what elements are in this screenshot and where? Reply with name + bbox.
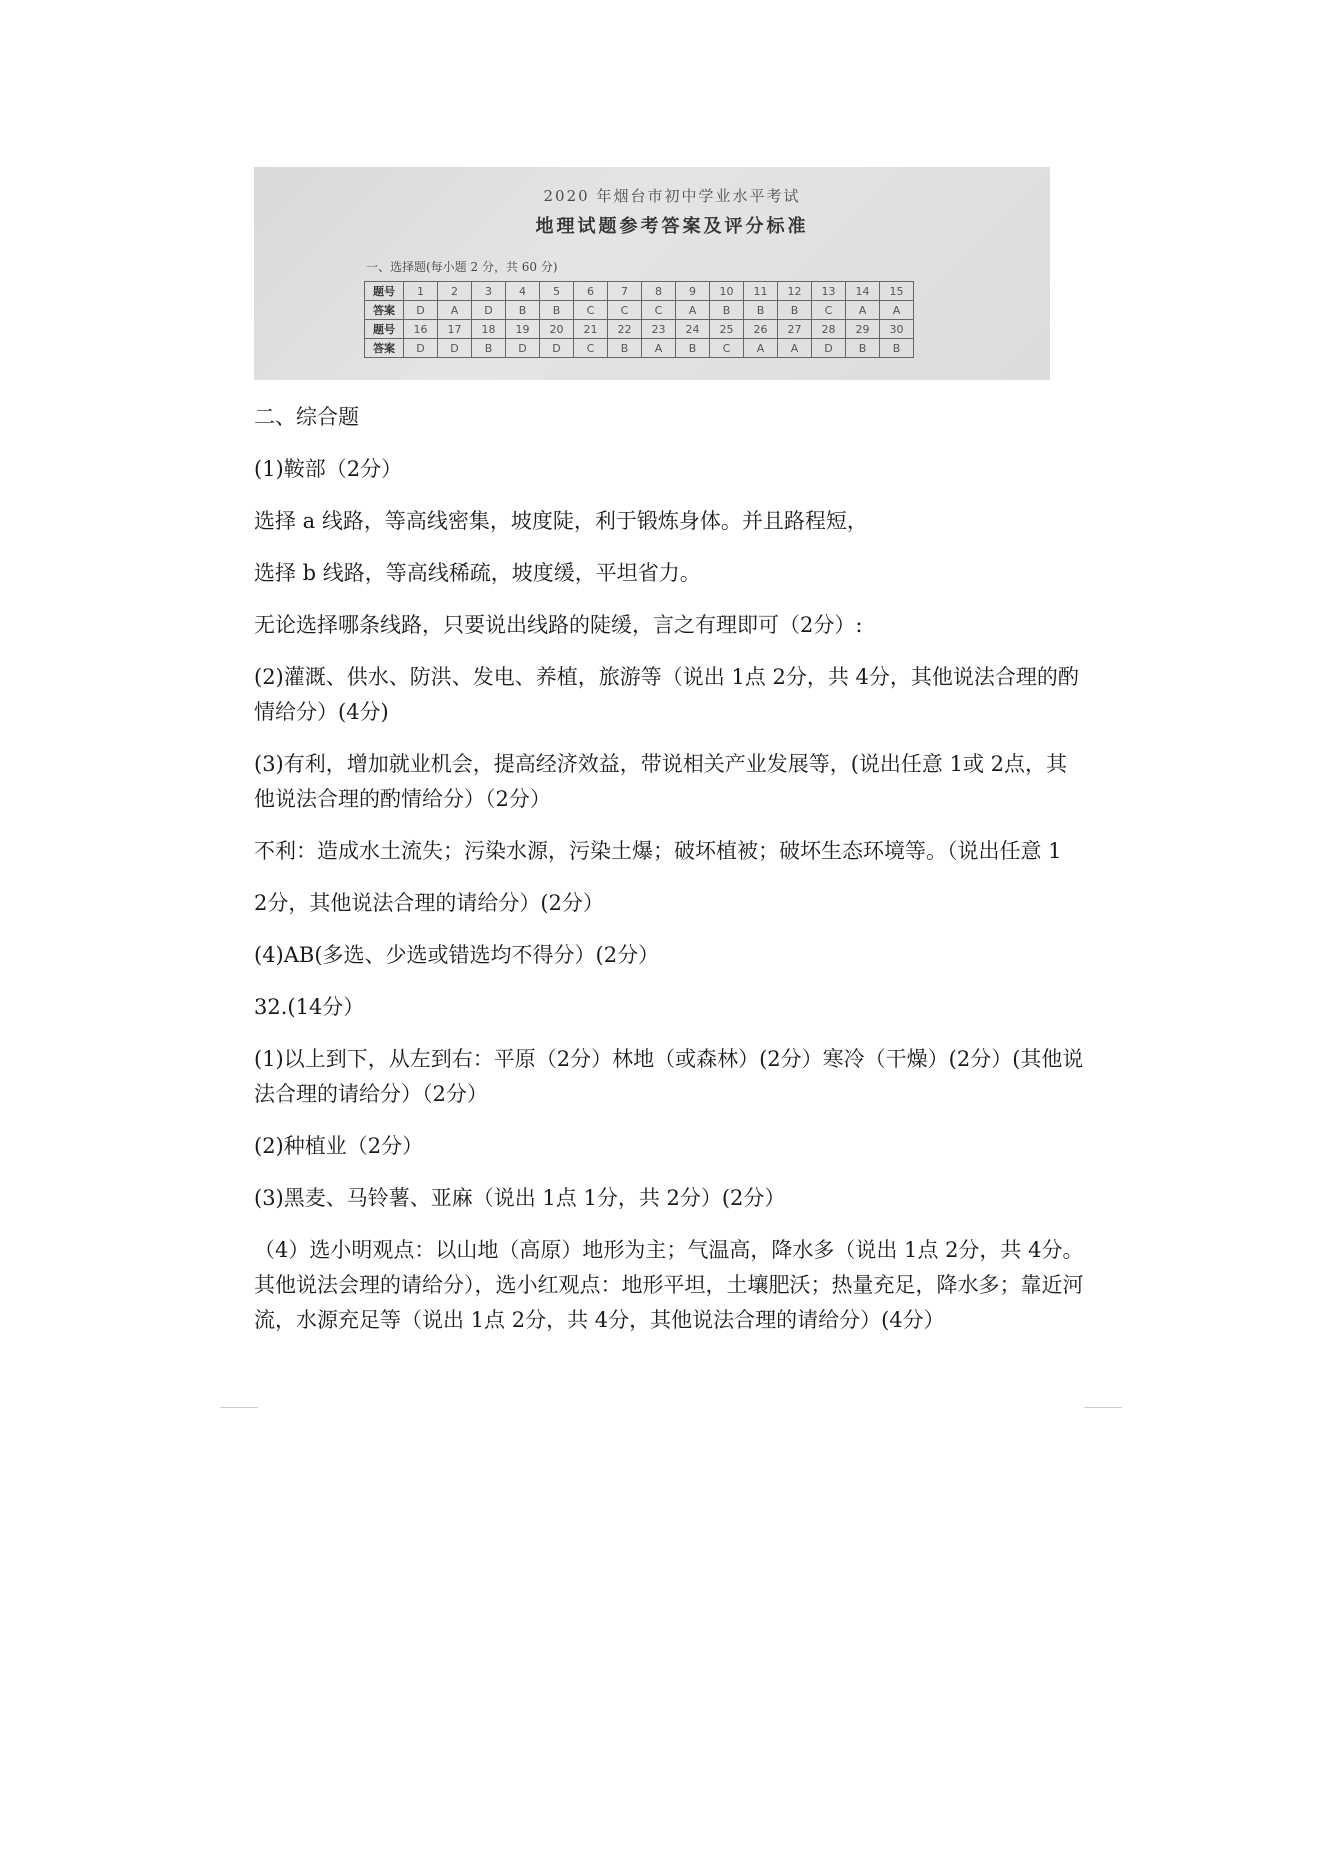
answer-line: 不利：造成水土流失；污染水源，污染土爆；破坏植被；破坏生态环境等。（说出任意 1 [254,839,1062,863]
table-cell: A [744,339,778,358]
row-header: 题号 [365,320,404,339]
table-cell: C [710,339,744,358]
table-cell: A [438,301,472,320]
answer-text [254,400,1084,1338]
table-cell: 17 [438,320,472,339]
answer-line: (3)有利，增加就业机会，提高经济效益，带说相关产业发展等，(说出任意 1或 2点，其他说法合理的酌情给分）（2分） [254,752,1068,811]
table-cell: 20 [540,320,574,339]
table-cell: 18 [472,320,506,339]
page-edge-mark-right [1084,1407,1122,1408]
table-cell: D [438,339,472,358]
table-cell: D [812,339,846,358]
answer-line: (1)以上到下，从左到右：平原（2分）林地（或森林）(2分）寒冷（干燥）(2分）(其他说法合理的请给分）（2分） [254,1047,1084,1106]
table-cell: 2 [438,282,472,301]
table-cell: B [710,301,744,320]
answer-line: 2分，其他说法合理的请给分）(2分） [254,891,604,915]
table-cell: 7 [608,282,642,301]
table-cell: A [778,339,812,358]
table-cell: 30 [880,320,914,339]
table-cell: B [880,339,914,358]
table-cell: D [404,301,438,320]
table-row [365,320,914,339]
answer-line: 32.(14分） [254,995,365,1019]
table-cell: 13 [812,282,846,301]
answer-line: （4）选小明观点：以山地（高原）地形为主；气温高，降水多（说出 1点 2分，共 4分。其他说法会理的请给分），选小红观点：地形平坦，土壤肥沃；热量充足，降水多；靠近河流，水源充足等（说出 1点 2分，共 4分，其他说法合理的请给分）(4分） [254,1238,1084,1332]
table-cell: 6 [574,282,608,301]
table-cell: D [404,339,438,358]
table-cell: A [846,301,880,320]
table-row [365,282,914,301]
table-cell: 14 [846,282,880,301]
answer-line: 二、综合题 [254,405,359,429]
table-row [365,301,914,320]
table-cell: D [472,301,506,320]
answer-line: 选择 b 线路，等高线稀疏，坡度缓，平坦省力。 [254,561,701,585]
answer-line: 选择 a 线路，等高线密集，坡度陡，利于锻炼身体。并且路程短， [254,509,868,533]
table-cell: 8 [642,282,676,301]
table-cell: 1 [404,282,438,301]
table-cell: 10 [710,282,744,301]
table-cell: 22 [608,320,642,339]
answer-line: (2)种植业（2分） [254,1134,424,1158]
answer-line: 无论选择哪条线路，只要说出线路的陡缓，言之有理即可（2分）: [254,613,863,637]
table-cell: 23 [642,320,676,339]
answer-line: (2)灌溉、供水、防洪、发电、养植，旅游等（说出 1点 2分，共 4分，其他说法合理的酌情给分）(4分) [254,665,1079,724]
answer-key-photo [254,167,1050,380]
table-cell: C [608,301,642,320]
table-cell: 29 [846,320,880,339]
table-cell: C [574,301,608,320]
table-cell: 15 [880,282,914,301]
table-cell: D [540,339,574,358]
table-cell: 12 [778,282,812,301]
answer-line: (4)AB(多选、少选或错选均不得分）(2分） [254,943,660,967]
table-cell: 19 [506,320,540,339]
table-cell: 11 [744,282,778,301]
table-cell: B [676,339,710,358]
table-cell: A [880,301,914,320]
answer-key-title: 地理试题参考答案及评分标准 [535,216,809,237]
table-cell: D [506,339,540,358]
row-header: 答案 [365,301,404,320]
table-cell: B [472,339,506,358]
table-cell: B [744,301,778,320]
table-cell: B [506,301,540,320]
exam-title: 2020 年烟台市初中学业水平考试 [543,187,801,205]
table-cell: C [642,301,676,320]
table-cell: 21 [574,320,608,339]
table-cell: B [778,301,812,320]
table-cell: B [608,339,642,358]
table-cell: 16 [404,320,438,339]
page-edge-mark-left [220,1407,258,1408]
table-cell: 25 [710,320,744,339]
table-cell: 4 [506,282,540,301]
table-cell: 27 [778,320,812,339]
table-cell: C [574,339,608,358]
table-cell: A [676,301,710,320]
answer-table [364,281,914,358]
table-cell: 9 [676,282,710,301]
table-cell: A [642,339,676,358]
table-cell: 26 [744,320,778,339]
table-cell: 5 [540,282,574,301]
table-cell: 3 [472,282,506,301]
table-cell: C [812,301,846,320]
table-cell: B [846,339,880,358]
table-cell: 24 [676,320,710,339]
row-header: 答案 [365,339,404,358]
answer-line: (3)黑麦、马铃薯、亚麻（说出 1点 1分，共 2分）(2分） [254,1186,786,1210]
answer-line: (1)鞍部（2分） [254,457,403,481]
row-header: 题号 [365,282,404,301]
table-cell: 28 [812,320,846,339]
section-heading: 一、选择题(每小题 2 分，共 60 分) [366,260,558,274]
table-row [365,339,914,358]
table-cell: B [540,301,574,320]
